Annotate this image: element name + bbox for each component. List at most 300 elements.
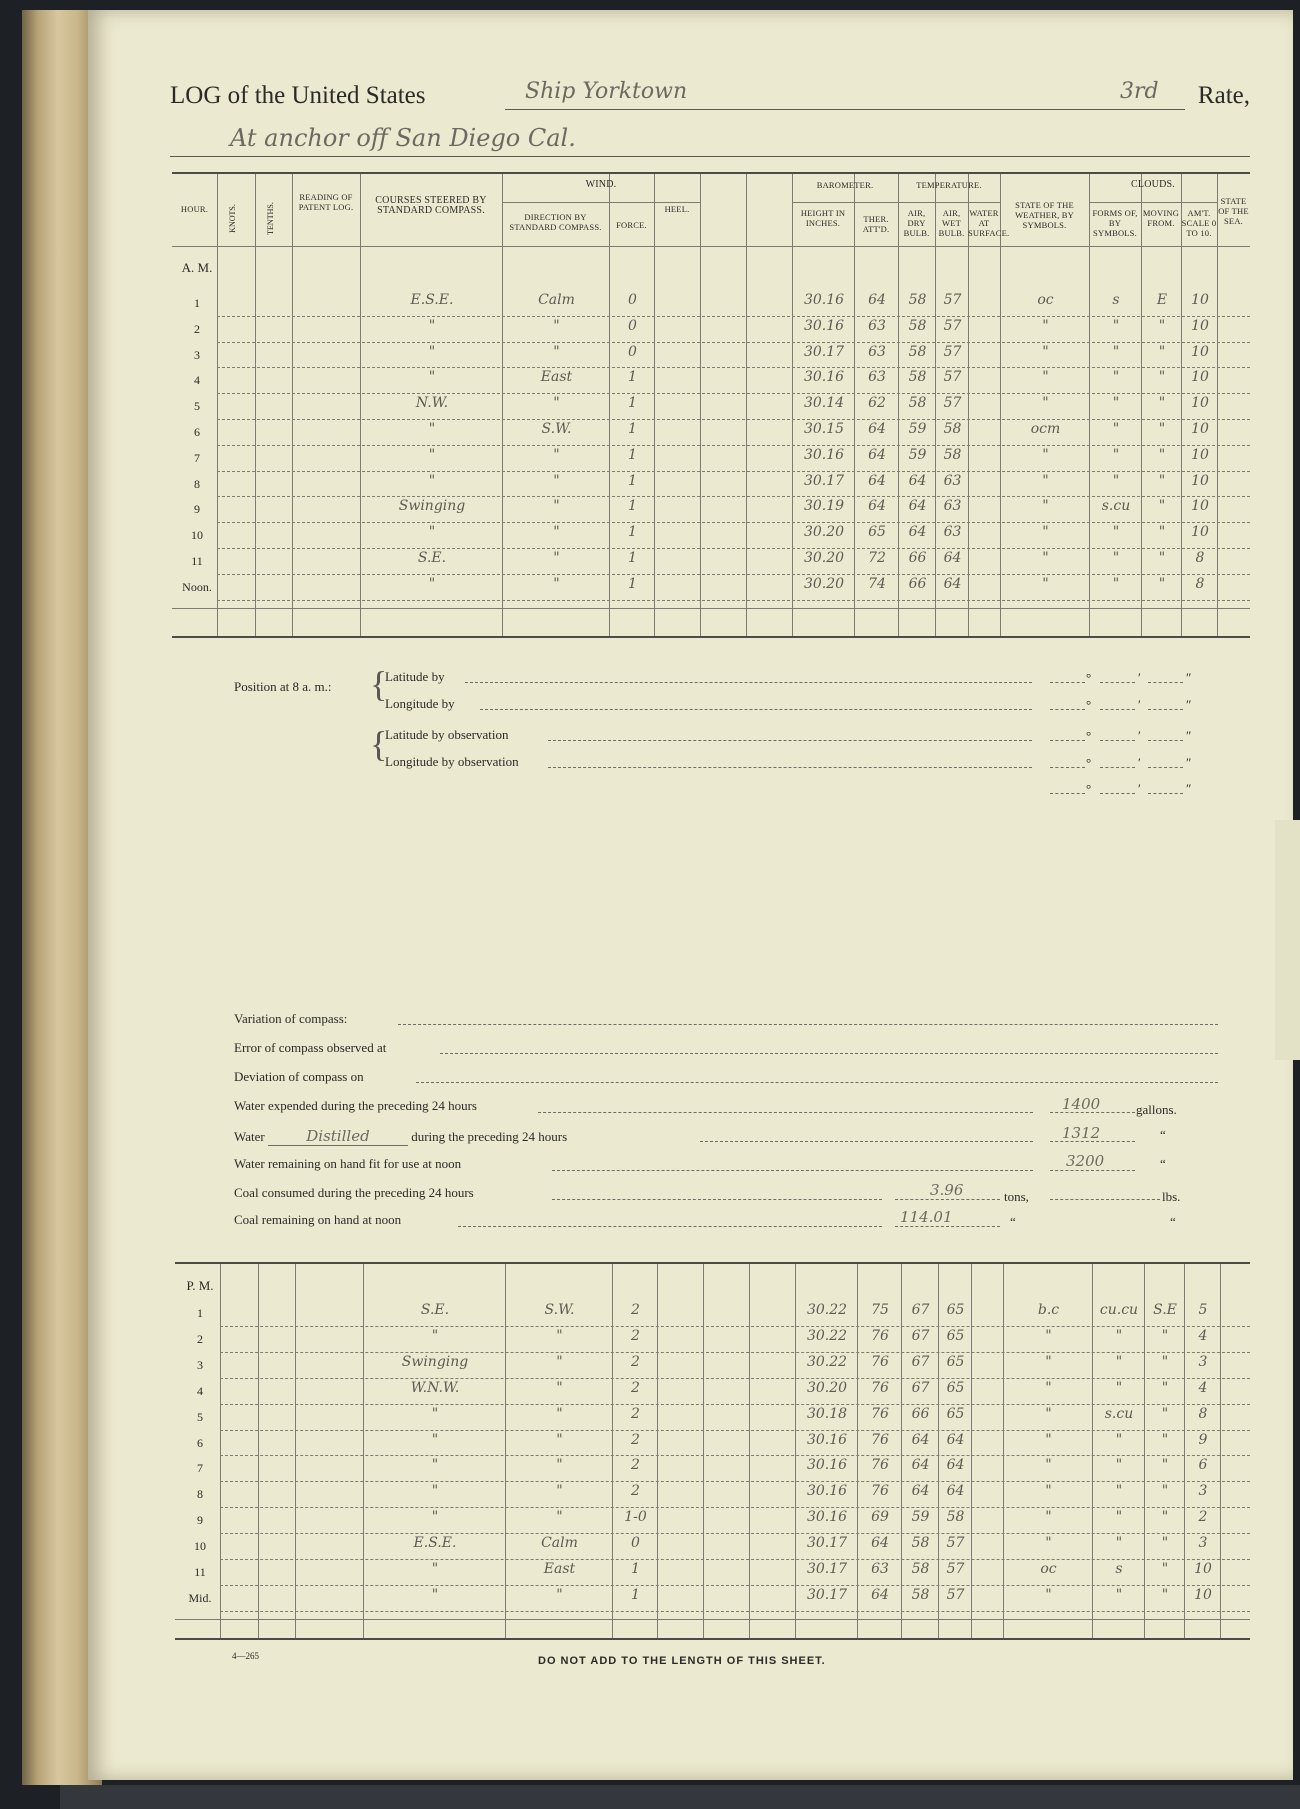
- position-deg-field: [1050, 682, 1085, 683]
- am-course-cell: Swinging: [398, 498, 466, 515]
- pm-dry-cell: 59: [911, 1509, 930, 1526]
- water-remaining-line: [552, 1170, 1033, 1171]
- pm-ther-cell: 63: [871, 1561, 889, 1577]
- am-wind-dir-cell: ": [553, 395, 560, 412]
- am-amount-cell: 10: [1191, 292, 1209, 308]
- pm-weather-cell: ": [1045, 1457, 1052, 1474]
- am-amount-cell: 10: [1191, 498, 1209, 515]
- latitude-obs-label: Latitude by observation: [385, 727, 509, 742]
- am-wet-cell: 63: [943, 524, 962, 541]
- column-divider: [971, 1264, 972, 1638]
- am-force-cell: 0: [628, 343, 637, 360]
- pm-weather-cell: ": [1045, 1535, 1052, 1552]
- pm-forms-cell: ": [1115, 1353, 1123, 1370]
- am-amount-cell: 10: [1191, 343, 1209, 360]
- column-divider: [363, 1264, 364, 1638]
- am-amount-cell: 10: [1191, 421, 1209, 437]
- temp-dry-header: AIR, DRY BULB.: [903, 208, 930, 238]
- pm-amount-cell: 9: [1198, 1431, 1208, 1448]
- am-log-table: [172, 172, 1250, 638]
- position-deg-field: [1050, 709, 1085, 710]
- row-rule: [217, 367, 1250, 368]
- form-number: 4—265: [232, 1651, 259, 1661]
- pm-weather-cell: b.c: [1037, 1302, 1060, 1318]
- am-moving-cell: ": [1158, 524, 1166, 541]
- pm-ther-cell: 64: [871, 1535, 889, 1552]
- column-divider: [700, 174, 701, 636]
- pm-baro-cell: 30.18: [806, 1405, 848, 1422]
- pm-weather-cell: ": [1045, 1509, 1052, 1526]
- am-amount-cell: 10: [1191, 317, 1209, 334]
- pm-amount-cell: 3: [1198, 1535, 1208, 1552]
- am-amount-cell: 10: [1191, 446, 1209, 463]
- pm-wet-cell: 64: [946, 1483, 965, 1500]
- am-course-cell: ": [428, 575, 436, 592]
- pm-ther-cell: 76: [871, 1327, 889, 1344]
- minute-mark: ′: [1138, 728, 1141, 743]
- pm-forms-cell: ": [1115, 1509, 1123, 1526]
- column-divider: [505, 1264, 506, 1638]
- title-suffix: Rate,: [1197, 82, 1250, 109]
- column-divider: [1220, 1264, 1221, 1638]
- pm-amount-cell: 4: [1198, 1379, 1208, 1396]
- water-distilled-value: 1312: [1062, 1124, 1101, 1142]
- column-divider: [703, 1264, 704, 1638]
- pm-force-cell: 2: [631, 1353, 640, 1370]
- coal-remaining-value: 114.01: [900, 1208, 953, 1226]
- position-min-field: [1100, 682, 1135, 683]
- pm-baro-cell: 30.17: [806, 1535, 848, 1552]
- pm-wind-dir-cell: ": [556, 1327, 563, 1344]
- pm-forms-cell: ": [1115, 1483, 1123, 1500]
- header-divider: [172, 246, 1250, 247]
- am-force-cell: 1: [628, 395, 637, 412]
- am-dry-cell: 66: [908, 550, 927, 566]
- second-mark: ″: [1186, 755, 1192, 770]
- pm-moving-cell: ": [1161, 1353, 1169, 1370]
- am-weather-cell: ": [1042, 395, 1049, 412]
- pm-baro-cell: 30.22: [806, 1302, 848, 1318]
- pm-ther-cell: 69: [871, 1509, 889, 1526]
- degree-mark: °: [1086, 697, 1092, 712]
- pm-wet-cell: 65: [946, 1353, 965, 1370]
- pm-wind-dir-cell: ": [556, 1353, 563, 1370]
- title-prefix: LOG of the United States: [170, 82, 426, 109]
- am-moving-cell: ": [1158, 421, 1166, 437]
- am-moving-cell: ": [1158, 343, 1166, 360]
- hour-label: Noon.: [182, 579, 212, 594]
- hour-label: 1: [194, 296, 200, 310]
- am-forms-cell: ": [1112, 472, 1120, 489]
- am-course-cell: ": [428, 421, 436, 437]
- column-divider: [258, 1264, 259, 1638]
- pm-course-cell: ": [431, 1561, 439, 1577]
- row-rule: [217, 419, 1250, 420]
- am-baro-cell: 30.16: [803, 446, 845, 463]
- latitude-by-label: Latitude by: [385, 669, 445, 684]
- pm-wet-cell: 64: [946, 1457, 965, 1474]
- ditto-3: “: [1010, 1214, 1016, 1229]
- brace-1: {: [370, 664, 388, 704]
- pm-wet-cell: 58: [946, 1509, 965, 1526]
- am-forms-cell: ": [1112, 446, 1120, 463]
- column-divider: [1000, 174, 1001, 636]
- coal-consumed-value-line: [895, 1199, 1000, 1200]
- cloud-amount-header: AM'T. SCALE 0 TO 10.: [1181, 208, 1217, 238]
- pm-amount-cell: 2: [1198, 1509, 1208, 1526]
- hour-label: 3: [194, 347, 200, 362]
- am-wet-cell: 57: [943, 369, 962, 386]
- hour-label: 6: [197, 1435, 203, 1450]
- pm-weather-cell: oc: [1040, 1561, 1057, 1577]
- row-rule: [220, 1559, 1250, 1560]
- column-divider: [857, 1264, 858, 1638]
- ditto-1: “: [1160, 1127, 1166, 1142]
- am-wet-cell: 58: [943, 446, 962, 463]
- baro-divider: [792, 202, 898, 203]
- degree-mark: °: [1086, 781, 1092, 796]
- am-dry-cell: 64: [908, 524, 927, 541]
- degree-mark: °: [1086, 670, 1092, 685]
- pm-forms-cell: ": [1115, 1535, 1123, 1552]
- pm-amount-cell: 3: [1198, 1353, 1208, 1370]
- position-leader: [465, 682, 1032, 683]
- am-wind-dir-cell: ": [553, 472, 560, 489]
- am-force-cell: 1: [628, 524, 637, 541]
- column-divider: [1217, 174, 1218, 636]
- pm-force-cell: 1-0: [624, 1509, 647, 1526]
- am-wet-cell: 57: [943, 292, 962, 308]
- column-divider: [792, 174, 793, 636]
- column-divider: [1092, 1264, 1093, 1638]
- temperature-header: TEMPERATURE.: [916, 180, 982, 190]
- knots-header: KNOTS.: [227, 204, 237, 233]
- pm-wet-cell: 57: [946, 1561, 965, 1577]
- am-force-cell: 1: [628, 472, 637, 489]
- pm-baro-cell: 30.16: [806, 1431, 848, 1448]
- pm-weather-cell: ": [1045, 1586, 1052, 1603]
- pm-moving-cell: ": [1161, 1379, 1169, 1396]
- column-divider: [360, 174, 361, 636]
- pm-amount-cell: 10: [1194, 1586, 1212, 1603]
- pm-force-cell: 1: [631, 1586, 640, 1603]
- am-wet-cell: 63: [943, 498, 962, 515]
- pm-dry-cell: 64: [911, 1457, 930, 1474]
- column-divider: [746, 174, 747, 636]
- row-rule: [220, 1430, 1250, 1431]
- am-weather-cell: ocm: [1030, 421, 1061, 437]
- pm-amount-cell: 4: [1198, 1327, 1208, 1344]
- am-course-cell: E.S.E.: [410, 292, 454, 308]
- pm-moving-cell: ": [1161, 1405, 1169, 1422]
- coal-consumed-label: Coal consumed during the preceding 24 hours: [234, 1185, 474, 1200]
- ditto-4: “: [1170, 1214, 1176, 1229]
- am-amount-cell: 10: [1191, 369, 1209, 386]
- am-force-cell: 1: [628, 446, 637, 463]
- pm-moving-cell: ": [1161, 1561, 1169, 1577]
- gallons-label: gallons.: [1136, 1102, 1177, 1117]
- am-forms-cell: ": [1112, 550, 1120, 566]
- longitude-obs-label: Longitude by observation: [385, 754, 519, 769]
- am-force-cell: 1: [628, 369, 637, 386]
- am-wind-dir-cell: Calm: [538, 292, 575, 308]
- pm-course-cell: E.S.E.: [413, 1535, 457, 1552]
- deviation-line: [416, 1082, 1218, 1083]
- am-baro-cell: 30.16: [803, 317, 845, 334]
- error-line: [440, 1053, 1218, 1054]
- temp-divider: [898, 202, 1000, 203]
- pm-force-cell: 1: [631, 1561, 640, 1577]
- hour-label: 5: [197, 1409, 203, 1424]
- am-baro-cell: 30.14: [803, 395, 845, 412]
- am-dry-cell: 64: [908, 498, 927, 515]
- row-rule: [220, 1611, 1250, 1612]
- am-dry-cell: 58: [908, 369, 927, 386]
- temp-water-header: WATER AT SURFACE.: [968, 208, 1010, 238]
- pm-ther-cell: 76: [871, 1379, 889, 1396]
- coal-consumed-value: 3.96: [930, 1181, 964, 1199]
- hour-label: 6: [194, 425, 200, 439]
- hour-label: 11: [194, 1565, 206, 1579]
- barometer-header: BAROMETER.: [816, 180, 874, 190]
- water-expended-line: [538, 1112, 1033, 1113]
- hour-label: Mid.: [188, 1590, 212, 1605]
- am-course-cell: ": [428, 446, 436, 463]
- hour-header: HOUR.: [180, 204, 209, 214]
- tenths-header: TENTHS.: [265, 202, 275, 235]
- pm-moving-cell: ": [1161, 1431, 1169, 1448]
- pm-wind-dir-cell: ": [556, 1457, 563, 1474]
- pm-wind-dir-cell: ": [556, 1586, 563, 1603]
- am-forms-cell: s.cu: [1101, 498, 1131, 515]
- am-wind-dir-cell: ": [553, 446, 560, 463]
- column-divider: [968, 174, 969, 636]
- am-dry-cell: 58: [908, 395, 927, 412]
- am-force-cell: 0: [628, 292, 637, 308]
- am-force-cell: 1: [628, 421, 637, 437]
- pm-dry-cell: 64: [911, 1431, 930, 1448]
- pm-forms-cell: ": [1115, 1327, 1123, 1344]
- am-ther-cell: 74: [868, 575, 886, 592]
- hour-label: 5: [194, 399, 200, 414]
- column-divider: [657, 1264, 658, 1638]
- heel-header: HEEL.: [664, 204, 690, 214]
- pm-wind-dir-cell: ": [556, 1483, 563, 1500]
- pm-weather-cell: ": [1045, 1353, 1052, 1370]
- water-remaining-value: 3200: [1066, 1152, 1105, 1170]
- table-end-rule: [172, 608, 1250, 609]
- row-rule: [217, 496, 1250, 497]
- pm-wind-dir-cell: East: [543, 1561, 576, 1577]
- pm-wet-cell: 57: [946, 1535, 965, 1552]
- am-dry-cell: 66: [908, 575, 927, 592]
- pm-ther-cell: 76: [871, 1353, 889, 1370]
- am-amount-cell: 10: [1191, 395, 1209, 412]
- am-course-cell: ": [428, 524, 436, 541]
- pm-course-cell: ": [431, 1509, 439, 1526]
- am-dry-cell: 64: [908, 472, 927, 489]
- pm-wind-dir-cell: ": [556, 1509, 563, 1526]
- am-baro-cell: 30.20: [803, 550, 845, 566]
- water-remaining-value-line: [1050, 1170, 1135, 1171]
- hour-label: 10: [194, 1539, 206, 1554]
- position-deg-field: [1050, 740, 1085, 741]
- hour-label: 2: [194, 321, 200, 336]
- am-ther-cell: 63: [868, 317, 886, 334]
- row-rule: [217, 574, 1250, 575]
- am-course-cell: S.E.: [417, 550, 447, 566]
- sea-header: STATE OF THE SEA.: [1218, 196, 1249, 226]
- ship-rate: 3rd: [1120, 79, 1159, 104]
- am-dry-cell: 58: [908, 292, 927, 308]
- table-end-rule: [175, 1619, 1250, 1620]
- am-wind-dir-cell: ": [553, 317, 560, 334]
- am-forms-cell: ": [1112, 317, 1120, 334]
- column-divider: [1184, 1264, 1185, 1638]
- am-baro-cell: 30.15: [803, 421, 845, 437]
- pm-ther-cell: 76: [871, 1405, 889, 1422]
- coal-remaining-line: [458, 1226, 882, 1227]
- am-weather-cell: ": [1042, 575, 1049, 592]
- pm-baro-cell: 30.17: [806, 1561, 848, 1577]
- water-word: Water: [234, 1129, 265, 1144]
- am-moving-cell: ": [1158, 369, 1166, 386]
- am-forms-cell: ": [1112, 575, 1120, 592]
- am-moving-cell: ": [1158, 317, 1166, 334]
- hour-label: 3: [197, 1357, 203, 1372]
- pm-wind-dir-cell: ": [556, 1379, 563, 1396]
- am-course-cell: ": [428, 343, 436, 360]
- pm-baro-cell: 30.16: [806, 1483, 848, 1500]
- am-baro-cell: 30.17: [803, 343, 845, 360]
- column-divider: [795, 1264, 796, 1638]
- coal-consumed-line: [552, 1199, 882, 1200]
- pm-course-cell: ": [431, 1457, 439, 1474]
- am-dry-cell: 59: [908, 446, 927, 463]
- pm-label: P. M.: [186, 1278, 214, 1293]
- am-force-cell: 0: [628, 317, 637, 334]
- am-wet-cell: 57: [943, 343, 962, 360]
- pm-weather-cell: ": [1045, 1431, 1052, 1448]
- pm-amount-cell: 8: [1198, 1405, 1208, 1422]
- am-amount-cell: 10: [1191, 472, 1209, 489]
- am-wind-dir-cell: ": [553, 498, 560, 515]
- pm-baro-cell: 30.16: [806, 1509, 848, 1526]
- second-mark: ″: [1186, 728, 1192, 743]
- am-ther-cell: 62: [868, 395, 886, 412]
- am-ther-cell: 63: [868, 369, 886, 386]
- wind-force-header: FORCE.: [616, 220, 647, 230]
- column-divider: [749, 1264, 750, 1638]
- pm-moving-cell: ": [1161, 1457, 1169, 1474]
- wind-direction-header: DIRECTION BY STANDARD COMPASS.: [509, 212, 602, 232]
- am-wet-cell: 64: [943, 575, 962, 592]
- am-moving-cell: ": [1158, 550, 1166, 566]
- pm-dry-cell: 67: [911, 1302, 930, 1318]
- column-divider: [255, 174, 256, 636]
- pm-weather-cell: ": [1045, 1379, 1052, 1396]
- pm-dry-cell: 67: [911, 1327, 930, 1344]
- am-baro-cell: 30.16: [803, 292, 845, 308]
- row-rule: [217, 445, 1250, 446]
- column-divider: [898, 174, 899, 636]
- am-label: A. M.: [181, 260, 213, 275]
- water-distilled-label: [234, 1127, 567, 1146]
- am-wind-dir-cell: S.W.: [541, 421, 572, 437]
- minute-mark: ′: [1138, 697, 1141, 712]
- position-sec-field: [1148, 682, 1183, 683]
- pm-ther-cell: 75: [871, 1302, 889, 1318]
- am-amount-cell: 8: [1195, 575, 1205, 592]
- minute-mark: ′: [1138, 670, 1141, 685]
- pm-force-cell: 2: [631, 1483, 640, 1500]
- pm-moving-cell: ": [1161, 1327, 1169, 1344]
- pm-wind-dir-cell: ": [556, 1431, 563, 1448]
- pm-course-cell: S.E.: [420, 1302, 450, 1318]
- position-leader: [548, 767, 1032, 768]
- pm-dry-cell: 58: [911, 1561, 930, 1577]
- am-dry-cell: 59: [908, 421, 927, 437]
- pm-amount-cell: 10: [1194, 1561, 1212, 1577]
- am-wet-cell: 63: [943, 472, 962, 489]
- pm-moving-cell: ": [1161, 1509, 1169, 1526]
- am-weather-cell: ": [1042, 369, 1049, 386]
- pm-forms-cell: ": [1115, 1379, 1123, 1396]
- am-wind-dir-cell: ": [553, 575, 560, 592]
- degree-mark: °: [1086, 755, 1092, 770]
- pm-log-table: [175, 1262, 1250, 1640]
- pm-baro-cell: 30.20: [806, 1379, 848, 1396]
- pm-amount-cell: 5: [1198, 1302, 1208, 1318]
- position-min-field: [1100, 709, 1135, 710]
- clouds-divider: [1089, 202, 1217, 203]
- water-type: Distilled: [268, 1127, 408, 1146]
- variation-label: Variation of compass:: [234, 1011, 348, 1026]
- position-deg-field: [1050, 767, 1085, 768]
- column-divider: [935, 174, 936, 636]
- pm-wet-cell: 65: [946, 1405, 965, 1422]
- am-moving-cell: ": [1158, 575, 1166, 592]
- column-divider: [609, 174, 610, 636]
- pm-moving-cell: ": [1161, 1535, 1169, 1552]
- position-sec-field: [1148, 793, 1183, 794]
- baro-ther-header: THER. ATT'D.: [862, 214, 890, 234]
- pm-course-cell: Swinging: [401, 1353, 469, 1370]
- column-divider: [901, 1264, 902, 1638]
- am-baro-cell: 30.20: [803, 575, 845, 592]
- am-course-cell: ": [428, 369, 436, 386]
- pm-wind-dir-cell: ": [556, 1405, 563, 1422]
- row-rule: [217, 600, 1250, 601]
- pm-force-cell: 2: [631, 1327, 640, 1344]
- am-ther-cell: 64: [868, 472, 886, 489]
- pm-dry-cell: 67: [911, 1379, 930, 1396]
- column-divider: [292, 174, 293, 636]
- pm-forms-cell: ": [1115, 1586, 1123, 1603]
- water-expended-value: 1400: [1062, 1095, 1101, 1113]
- column-divider: [1003, 1264, 1004, 1638]
- pm-dry-cell: 66: [911, 1405, 930, 1422]
- pm-dry-cell: 58: [911, 1586, 930, 1603]
- pm-course-cell: ": [431, 1327, 439, 1344]
- pm-course-cell: ": [431, 1405, 439, 1422]
- pm-course-cell: ": [431, 1586, 439, 1603]
- pm-forms-cell: ": [1115, 1457, 1123, 1474]
- pm-baro-cell: 30.22: [806, 1327, 848, 1344]
- lbs-line: [1050, 1199, 1160, 1200]
- am-weather-cell: ": [1042, 524, 1049, 541]
- am-amount-cell: 10: [1191, 524, 1209, 541]
